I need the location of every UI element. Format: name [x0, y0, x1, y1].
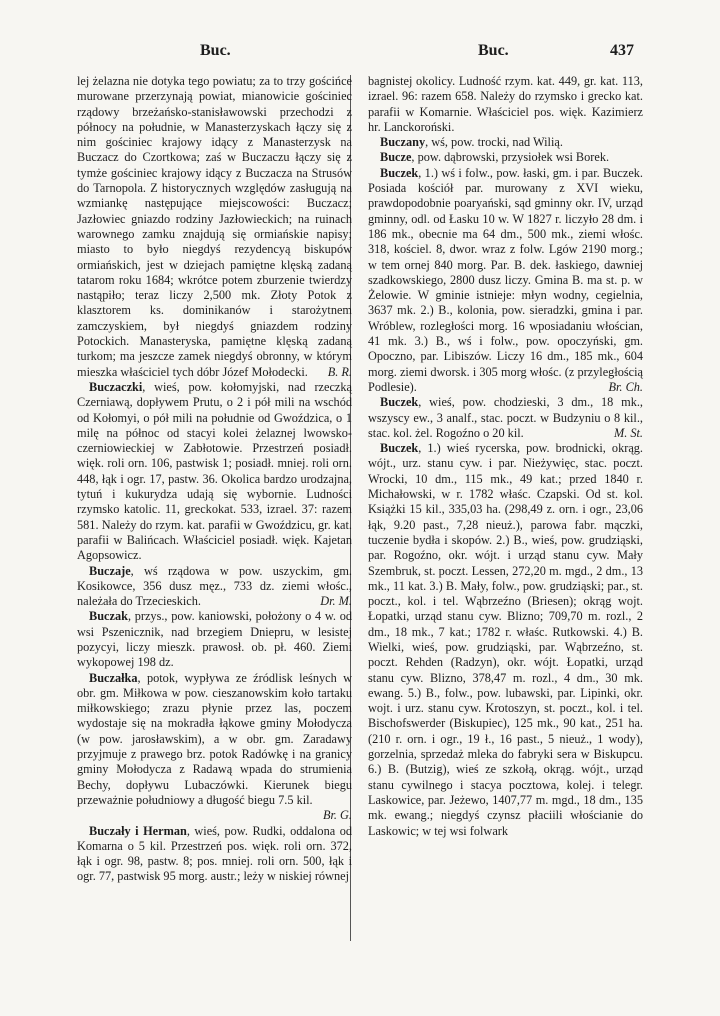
page-number: 437: [610, 42, 634, 59]
author-signature: Br. Ch.: [608, 379, 643, 394]
entry-headword: Buczek: [380, 165, 419, 180]
entry-headword: Bucze: [380, 150, 412, 165]
entry: Buczek, 1.) wś i folw., pow. łaski, gm. i par. Buczek. Posiada kościół par. murowany z XVI wieku, prawdopodobnie poaryański, sąd gminny okr. IV, urząd gminny, odl. od Łasku 10 w. W 1827 r. liczyło 28 dm. i 186 mk., obecnie ma 64 dm., 500 mk., ziemi włośc. 318, kościel. 8, dwor. wraz z folw. Lgów 2190 morg.; w tem ornej 840 morg. Par. B. dek. łaskiego, dawniej szadkowskiego, 2800 dusz liczy. Gmina B. ma st. p. w Żelowie. W gminie istnieje: młyn wodny, cegielnia, 3637 mk. 2.) B., kolonia, pow. sieradzki, gmina i par. Wróblew, rozległości morg. 16 wposiadaniu włościan, 41 mk. 3.) B., wś i folw., pow. opoczyński, gm. Opoczno, par. Libiszów. Liczy 16 dm., 185 mk., 604 morg. ziemi dworsk. i 305 morg włośc. (z przyległością Podlesie). Br. Ch.: [368, 165, 643, 394]
entry-headword: Buczany: [380, 135, 426, 150]
entry: Buczały i Herman, wieś, pow. Rudki, oddalona od Komarna o 5 kil. Przestrzeń pos. więk. roli orn. 372, łąk i ogr. 98, pastw. 8; pos. mniej. roli orn. 500, łąk i ogr. 77, pastwisk 95 morg. austr.; leży w niskiej równej: [77, 823, 352, 884]
running-head-left: Buc.: [200, 42, 231, 59]
entry: Buczaczki, wieś, pow. kołomyjski, nad rzeczką Czerniawą, dopływem Prutu, o 2 i pół mili na wschód od Kołomyi, o pół mili na południe od Gwoździca, o 1 milę na północ od stacyi kolei żelaznej lwowsko-czerniowieckiej w Zabłotowie. Przestrzeń posiadł. więk. roli orn. 106, pastwisk 1; posiadł. mniej. roli orn. 448, łąk i ogr. 17, pastw. 36. Okolica bardzo urodzajna, tytuń i kukurydza udają się wybornie. Ludności rzymsko katolic. 11, greckokat. 533, izrael. 37: razem 581. Należy do rzym. kat. parafii w Gwoździcu, gr. kat. parafii w Balińcach. Właściciel posiadł. więk. Kajetan Agopsowicz.: [77, 379, 352, 563]
entry-headword: Buczek: [380, 441, 419, 456]
right-column: [368, 74, 643, 839]
entry-headword: Buczek: [380, 395, 419, 410]
author-signature: M. St.: [613, 425, 643, 440]
entry: Buczak, przys., pow. kaniowski, położony o 4 w. od wsi Pszenicznik, nad brzegiem Dniepru, w lesistej pozycyi, liczy mieszk. prawosł. ob. pł. 460. Ziemi wykopowej 198 dz.: [77, 609, 352, 670]
entry-headword: Buczały i Herman: [89, 823, 187, 838]
entry-headword: Buczaczki: [89, 379, 143, 394]
entry: Bucze, pow. dąbrowski, przysiołek wsi Borek.: [380, 150, 610, 165]
entry: Buczaje, wś rządowa w pow. uszyckim, gm. Kosikowce, 356 dusz męz., 733 dz. ziemi włośc., należała do Trzecieskich. Dr. M.: [77, 563, 352, 609]
author-signature: B. R.: [327, 364, 352, 379]
author-signature: Br. G.: [322, 808, 352, 823]
entry: Buczek, wieś, pow. chodzieski, 3 dm., 18 mk., wszyscy ew., 3 analf., stac. poczt. w Budzyniu o 8 kil., stac. kol. żel. Rogoźno o 20 kil. M. St.: [368, 395, 643, 440]
running-head-right: Buc.: [478, 42, 509, 59]
entry-headword: Buczałka: [89, 670, 138, 685]
entry-text: lej żelazna nie dotyka tego powiatu; za to trzy gościńce murowane przerzynają powiat, mianowicie gościniec rządowy brzeżańsko-stanisławowski przechodzi z północy na południe, w Manasterzyskach łączy się z nim gościniec krajowy idący z Manasterzysk na Buczacz do Czortkowa; zaś w Buczaczu łączy się z tymże gościniec krajowy idący z Buczacza na Strusów do Tarnopola. Z historycznych względów zasługują na wzmiankę następujące miejscowości: Buczacz; Jazłowiec gniazdo rodziny Jazłowieckich; na ruinach warownego zamku znajdują się ormiańskie napisy; miasto to było niegdyś rezydencyą biskupów ormiańskich, jest w dziejach pamiętne klęską zadaną tatarom roku 1684; wkrótce potem zburzenie twierdzy nastąpiło; teraz liczy 2,500 mk. Złoty Potok z klasztorem ks. dominikanów i starożytnem zamczyskiem, był niegdyś gniazdem rodziny Potockich. Manasteryska, pamiętne klęską zadaną turkom; ma jeszcze zamek niegdyś obronny, w którym mieszka właściciel tych dóbr Józef Mołodecki. B. R.: [77, 74, 352, 379]
entry: Buczałka, potok, wypływa ze źródlisk leśnych w obr. gm. Miłkowa w pow. cieszanowskim koło tartaku miłkowskiego; zrazu płynie przez las, poczem wydostaje się na mokradła łąkowe gminy Mołodycza (w pow. jarosławskim), a w obr. gm. Zaradawy przyjmuje z prawego brz. potok Radówkę i na granicy gminy Mołodycza z Radawą wpada do strumienia Bechy, dopływu Lubaczówki. Kierunek biegu przeważnie południowy a długość biegu 7.5 kil. Br. G.: [77, 670, 352, 823]
entry-headword: Buczaje: [89, 563, 131, 578]
entry: Buczek, 1.) wieś rycerska, pow. brodnicki, okrąg. wójt., urz. stanu cyw. i par. Nieżywięc, stac. poczt. Wrocki, 10 dm., 115 mk., 49 kat.; przed 1840 r. Michałowski, w r. 1782 właśc. Czapski. Od st. kol. Książki 15 kil., 335,03 ha. (298,49 z. orn. i ogr., 23,06 łąk, 9.20 past., 7,28 nieuż.), parowa fabr. mączki, tuczenie bydła i skopów. 2.) B., wieś, pow. grudziąski, par. Rogoźno, okr. wójt. i urząd stanu cyw. Mały Szembruk, st. poczt. Lessen, 272,20 m. mgd., 2 dm., 13 mk., 11 kat. 3.) B. Mały, folw., pow. grudziąski; par., st. poczt., kol. i tel. Wąbrzeźno (Briesen); okrąg wojt. Łopatki, urząd stanu cyw. Blizno; 709,70 m. rozl., 2 dm., 18 mk., 7 kat.; 1782 r. właśc. Rutkowski. 4.) B. Wielki, wieś, pow. grudziąski, par. Wąbrzeźno, st. poczt. Rehden (Radzyn), okr. wójt. Łopatki, urząd stanu cyw. Blizno, 378,47 m. rozl., 4 dm., 30 mk. ewang. 5.) B., folw., pow. lubawski, par. Lipinki, okr. wojt. i urz. stanu cyw. Krotoszyn, st. poczt., kol. i tel. Bischofswerder (Biskupiec), 125 mk., 90 kat., 251 ha. (210 r. orn. i ogr., 19 ł., 16 past., 5 nieuż., 1 wody), gorzelnia, sprzedaż mleka do fabryki sera w Biskupcu. 6.) B. (Butzig), wieś ze szkołą, okrąg. wójt., urząd stanu cywilnego i stacya pocztowa, kolej. i telegr. Laskowice, par. Jeżewo, 1407,77 m. mgd., 18 dm., 135 mk. ewang.; niegdyś czynsz płaciili włościanie do Laskowic; w tej wsi folwark: [368, 441, 643, 838]
author-signature: Dr. M.: [320, 594, 352, 609]
left-column: [77, 74, 352, 885]
entry-headword: Buczak: [89, 609, 128, 624]
entry-text: bagnistej okolicy. Ludność rzym. kat. 449, gr. kat. 113, izrael. 96: razem 658. Należy do rzymsko i grecko kat. parafii w Komarnie. Właściciel pos. więk. Kazimierz hr. Lanckoroński.: [368, 74, 643, 134]
entry: Buczany, wś, pow. trocki, nad Wilią.: [380, 135, 563, 150]
